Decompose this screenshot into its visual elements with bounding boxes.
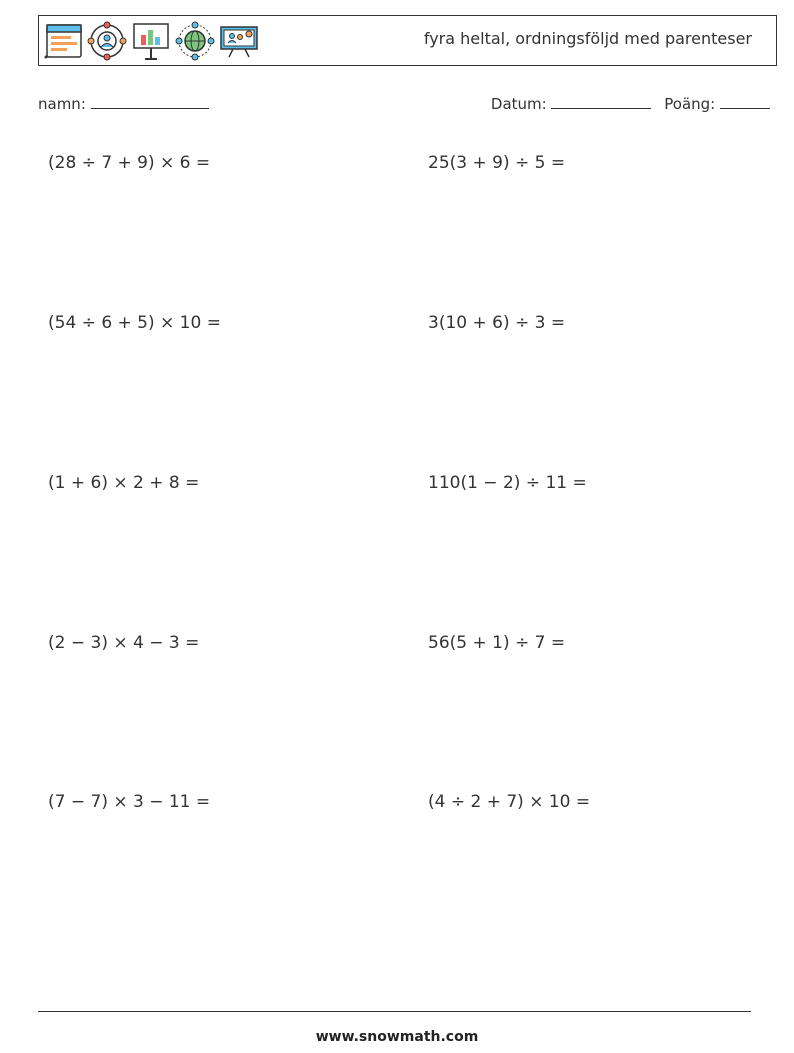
problem-6: 110(1 − 2) ÷ 11 =	[428, 473, 587, 493]
date-label: Datum:	[490, 95, 547, 113]
footer-url[interactable]: www.snowmath.com	[315, 1029, 479, 1045]
problem-1: (28 ÷ 7 + 9) × 6 =	[48, 153, 211, 173]
problem-10: (4 ÷ 2 + 7) × 10 =	[428, 792, 591, 812]
score-line[interactable]	[720, 94, 770, 109]
problem-9: (7 − 7) × 3 − 11 =	[48, 792, 211, 812]
problem-7: (2 − 3) × 4 − 3 =	[48, 633, 200, 653]
worksheet-title: fyra heltal, ordningsföljd med parenteser	[423, 29, 752, 48]
worksheet-header	[38, 15, 777, 66]
problem-3: (54 ÷ 6 + 5) × 10 =	[48, 313, 221, 333]
header-icons	[43, 20, 259, 62]
presentation-board-icon	[131, 21, 171, 61]
name-label: namn:	[38, 95, 86, 113]
date-line[interactable]	[551, 94, 651, 109]
score-label: Poäng:	[664, 95, 716, 113]
user-network-icon	[87, 21, 127, 61]
problem-4: 3(10 + 6) ÷ 3 =	[428, 313, 566, 333]
problem-5: (1 + 6) × 2 + 8 =	[48, 473, 200, 493]
globe-network-icon	[175, 21, 215, 61]
footer-divider	[38, 1011, 751, 1012]
presentation-screen-icon	[219, 21, 259, 61]
problem-2: 25(3 + 9) ÷ 5 =	[428, 153, 566, 173]
name-field	[38, 94, 209, 113]
name-line[interactable]	[91, 94, 209, 109]
date-score-fields	[491, 94, 770, 113]
document-chart-icon	[43, 21, 83, 61]
problem-8: 56(5 + 1) ÷ 7 =	[428, 633, 566, 653]
